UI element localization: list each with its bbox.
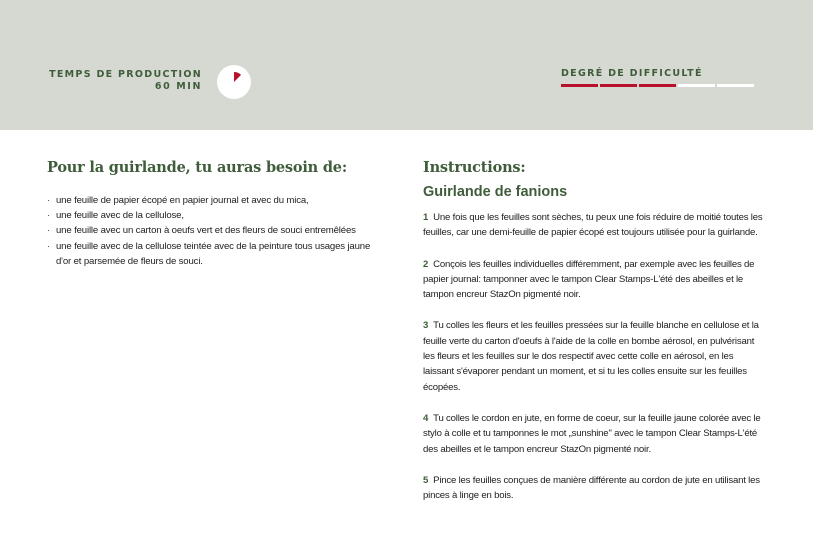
step-text: Une fois que les feuilles sont sèches, tu peux une fois réduire de moitié toutes les feuilles, car une demi-feuille de papier écopé est toujours utilisée pour la guirlande. (423, 212, 763, 239)
step-item (423, 473, 763, 504)
difficulty-meter (561, 84, 754, 87)
list-item (47, 223, 387, 238)
list-item-text: une feuille de papier écopé en papier journal et avec du mica, (56, 195, 309, 206)
step-item (423, 411, 763, 457)
step-text: Tu colles le cordon en jute, en forme de coeur, sur la feuille jaune colorée avec le stylo à colle et tu tamponnes le mot „sunshine" avec le tampon Clear Stamps-L'été des abeilles et le tampon encreur StazOn pigmenté noir. (423, 412, 761, 455)
bullet-icon: · (47, 240, 51, 252)
list-item-text: une feuille avec de la cellulose teintée avec de la peinture tous usages jaune d'or et parsemée de fleurs de souci. (56, 240, 371, 267)
step-item (423, 210, 763, 241)
production-time-value: 60 MIN (154, 81, 202, 92)
materials-title: Pour la guirlande, tu auras besoin de: (47, 159, 347, 176)
step-number: 5 (423, 474, 429, 486)
difficulty-segment-empty (717, 84, 754, 87)
list-item-text: une feuille avec un carton à oeufs vert et des fleurs de souci entremêlées (56, 225, 356, 237)
instructions-section (423, 158, 763, 519)
instructions-subtitle: Guirlande de fanions (423, 184, 568, 200)
step-number: 4 (423, 412, 429, 424)
list-item (47, 208, 387, 223)
step-text: Tu colles les fleurs et les feuilles pressées sur la feuille blanche en cellulose et la feuille verte du carton d'oeufs à l'aide de la colle en bombe aérosol, en pulvérisant les fleurs et les feuilles sur le dos respectif avec cette colle en aérosol, en les laissant s'évaporer pendant un moment, et si tu les colles ensuite sur les feuilles écopées. (423, 320, 759, 393)
difficulty-segment-filled (600, 84, 637, 87)
header-band (0, 0, 813, 130)
step-item (423, 257, 763, 303)
step-number: 3 (423, 320, 429, 332)
materials-section (47, 158, 387, 269)
difficulty-segment-filled (561, 84, 598, 87)
clock-pie-icon (217, 65, 251, 99)
bullet-icon: · (47, 210, 51, 222)
list-item (47, 239, 387, 269)
materials-list (47, 193, 387, 269)
difficulty-label: DEGRÉ DE DIFFICULTÉ (561, 68, 703, 79)
difficulty-segment-empty (678, 84, 715, 87)
step-text: Conçois les feuilles individuelles différemment, par exemple avec les feuilles de papier journal: tamponner avec le tampon Clear Stamps-L'été des abeilles et le tampon encreur StazOn pigmenté noir. (423, 258, 755, 301)
step-text: Pince les feuilles conçues de manière différente au cordon de jute en utilisant les pinces à linge en bois. (423, 474, 760, 502)
step-number: 1 (423, 212, 429, 223)
difficulty-segment-filled (639, 84, 676, 87)
list-item (47, 193, 387, 208)
production-time-label: TEMPS DE PRODUCTION (49, 69, 202, 80)
instructions-title: Instructions: (423, 159, 526, 176)
bullet-icon: · (47, 225, 51, 237)
step-number: 2 (423, 258, 429, 270)
steps-list (423, 210, 763, 503)
list-item-text: une feuille avec de la cellulose, (56, 210, 184, 222)
step-item (423, 318, 763, 394)
bullet-icon: · (47, 195, 51, 206)
